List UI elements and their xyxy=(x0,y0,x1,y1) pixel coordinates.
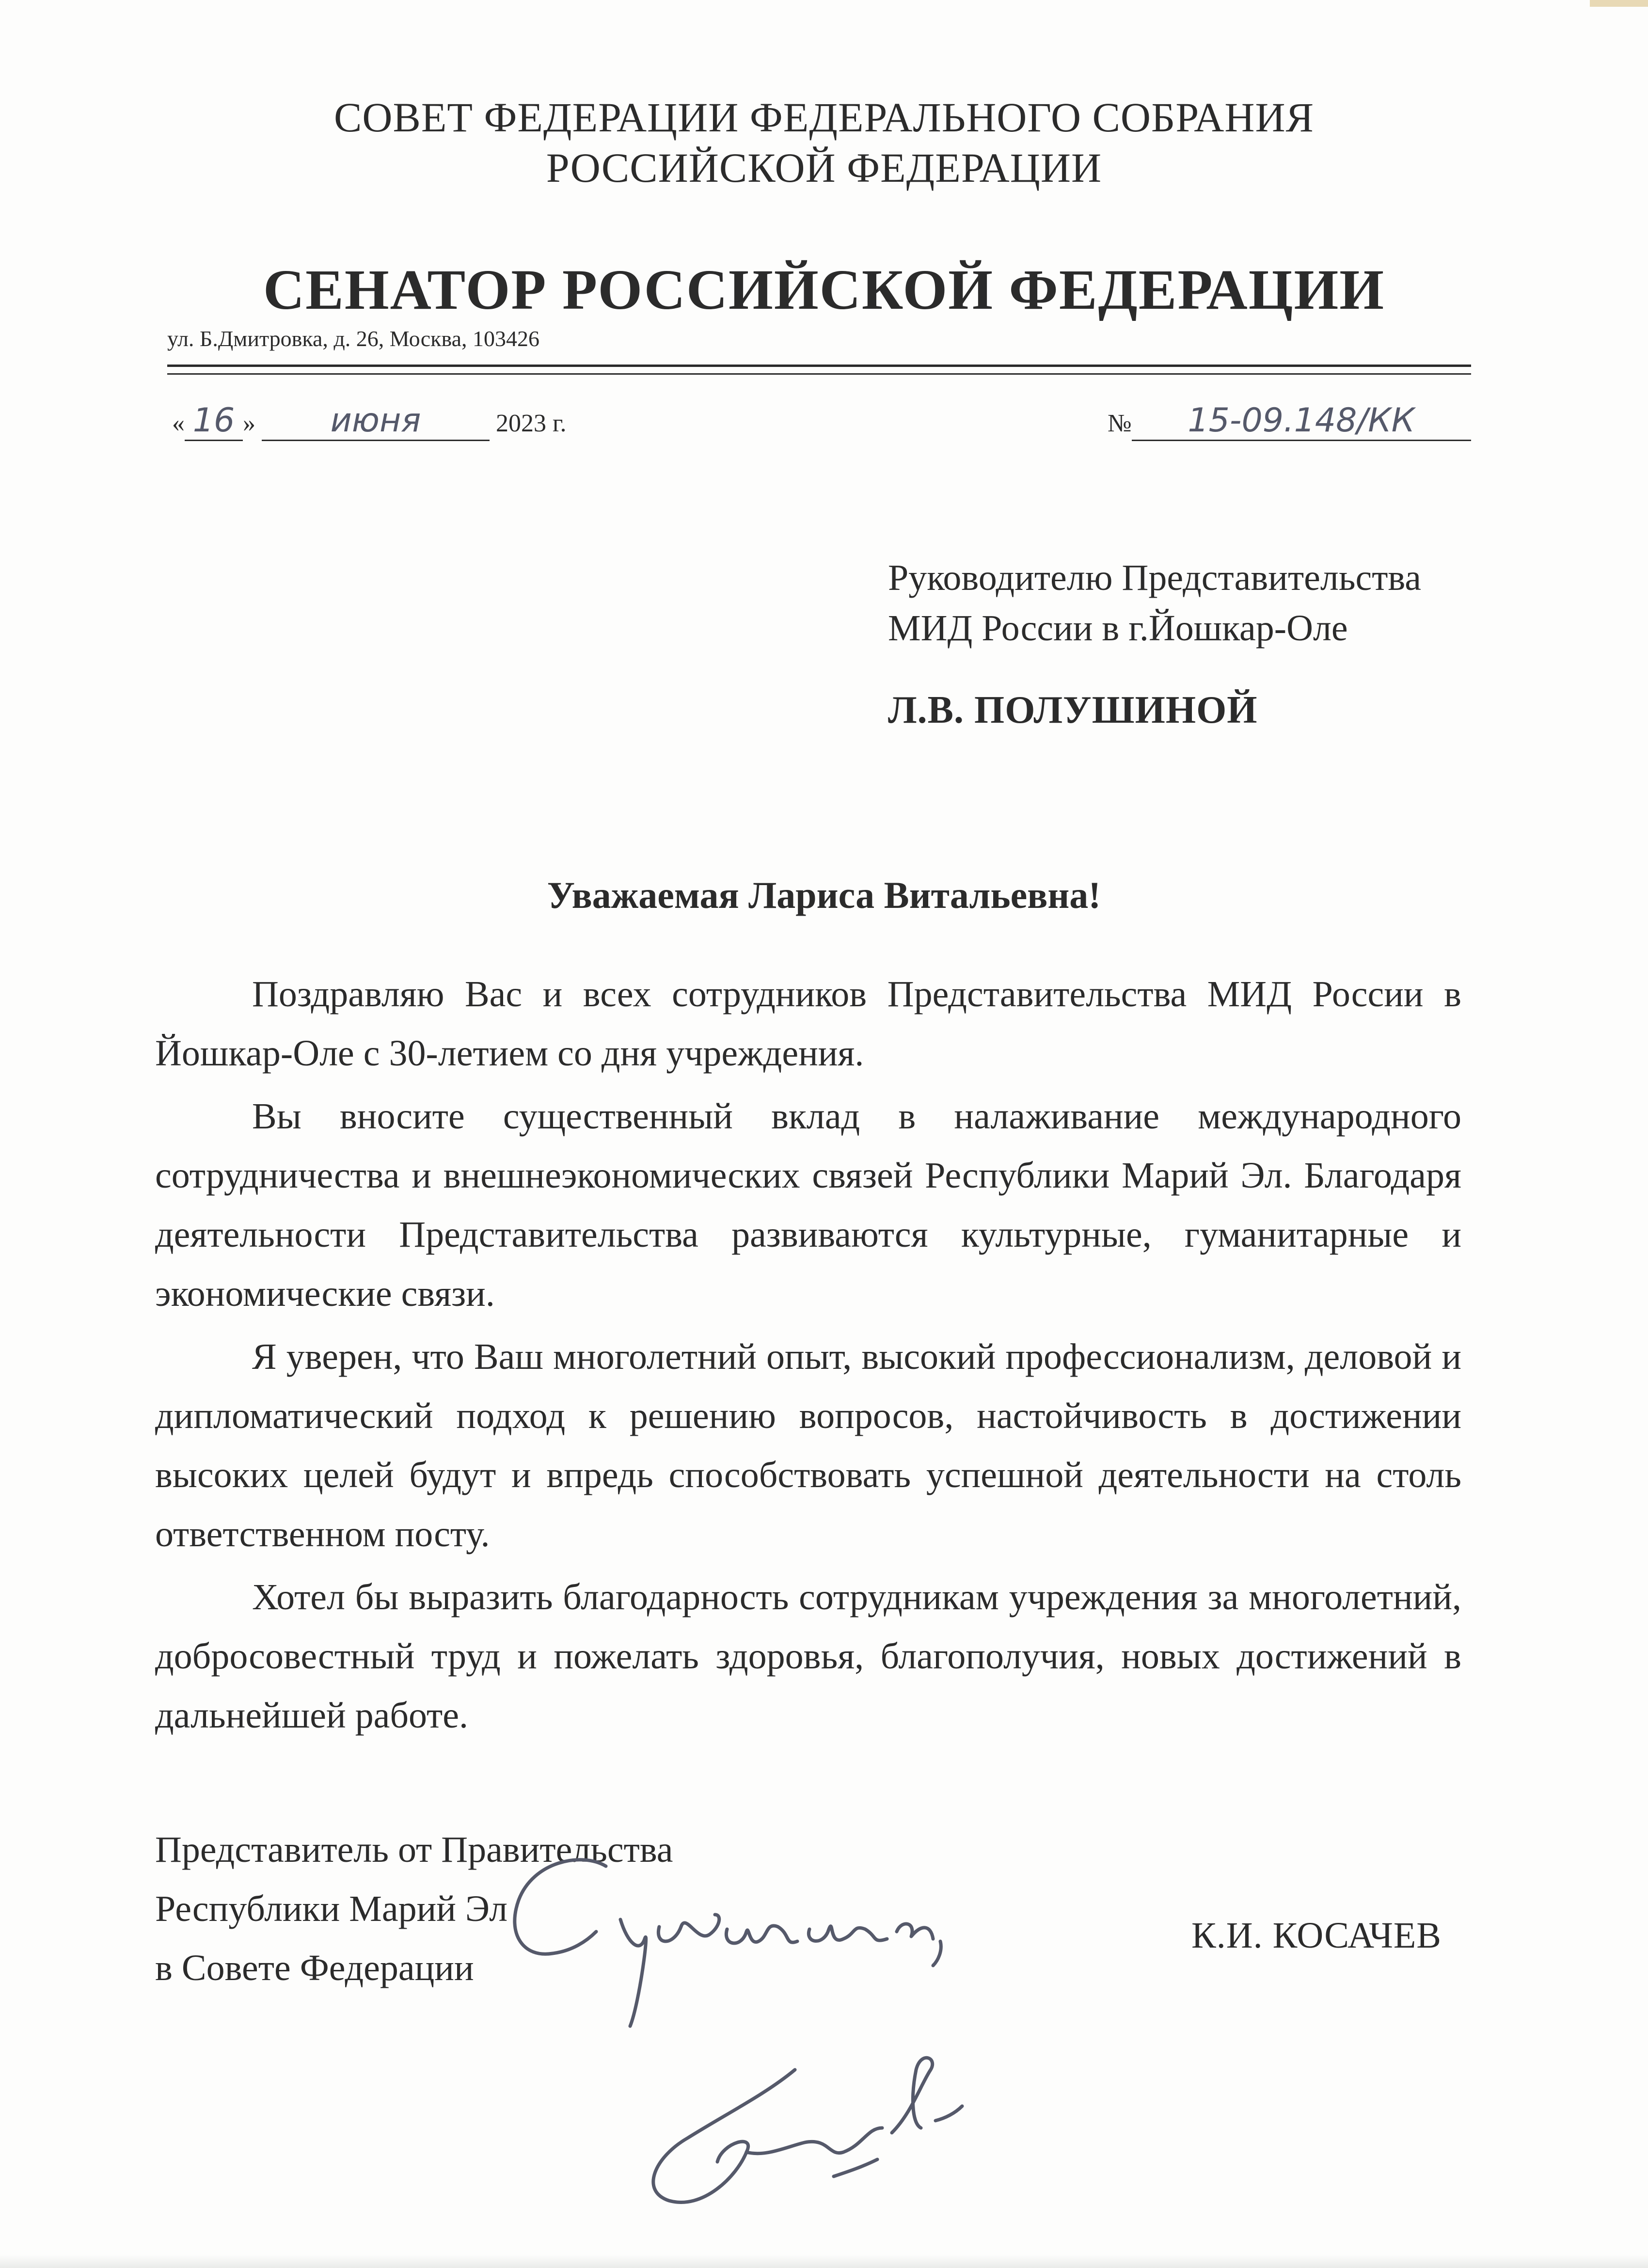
date-quote-open: « xyxy=(172,410,185,437)
letterhead-address: ул. Б.Дмитровка, д. 26, Москва, 103426 xyxy=(167,326,540,351)
organization-line-2: РОССИЙСКОЙ ФЕДЕРАЦИИ xyxy=(546,144,1102,191)
greeting: Уважаемая Лариса Витальевна! xyxy=(547,874,1101,916)
addressee-line-2: МИД России в г.Йошкар-Оле xyxy=(888,608,1348,649)
number-label: № xyxy=(1108,410,1132,437)
letterhead-organization xyxy=(0,92,1648,193)
organization-line-1: СОВЕТ ФЕДЕРАЦИИ ФЕДЕРАЛЬНОГО СОБРАНИЯ xyxy=(334,94,1314,141)
body-paragraph: Вы вносите существенный вклад в налаживание международного сотрудничества и внешнеэкономических связей Республики Марий Эл. Благодаря деятельности Представительства развиваются культурные, гуманитарные и экономические связи. xyxy=(155,1096,1461,1314)
letter-body xyxy=(155,965,1461,1745)
addressee-block xyxy=(888,553,1421,653)
date-field xyxy=(172,401,566,441)
addressee-name: Л.В. ПОЛУШИНОЙ xyxy=(888,689,1258,731)
date-quote-close: » xyxy=(243,410,255,437)
date-month: июня xyxy=(262,401,490,441)
position-line-2: Республики Марий Эл xyxy=(155,1888,508,1929)
scan-bottom-edge xyxy=(0,2255,1648,2268)
body-paragraph: Я уверен, что Ваш многолетний опыт, высокий профессионализм, деловой и дипломатический подход к решению вопросов, настойчивость в достижении высоких целей будут и впредь способствовать успешной деятельности на столь ответственном посту. xyxy=(155,1336,1461,1554)
scan-edge-mark xyxy=(1590,0,1648,7)
reference-number: 15-09.148/КК xyxy=(1132,401,1471,441)
letterhead-rule-thick xyxy=(167,365,1471,367)
handwritten-signature xyxy=(494,1842,1125,2239)
addressee-line-1: Руководителю Представительства xyxy=(888,557,1422,598)
date-year: 2023 г. xyxy=(496,410,567,437)
letterhead-rule-thin xyxy=(167,373,1471,375)
position-line-1: Представитель от Правительства xyxy=(155,1829,673,1870)
signatory-name: К.И. КОСАЧЕВ xyxy=(1191,1915,1442,1956)
position-line-3: в Совете Федерации xyxy=(155,1948,474,1988)
date-day: 16 xyxy=(185,401,243,441)
body-paragraph: Хотел бы выразить благодарность сотрудникам учреждения за многолетний, добросовестный труд и пожелать здоровья, благополучия, новых достижений в дальнейшей работе. xyxy=(155,1577,1461,1736)
letterhead-title: СЕНАТОР РОССИЙСКОЙ ФЕДЕРАЦИИ xyxy=(263,258,1385,321)
reference-number-field xyxy=(1108,401,1471,441)
body-paragraph: Поздравляю Вас и всех сотрудников Представительства МИД России в Йошкар-Оле с 30-летием со дня учреждения. xyxy=(155,974,1461,1074)
